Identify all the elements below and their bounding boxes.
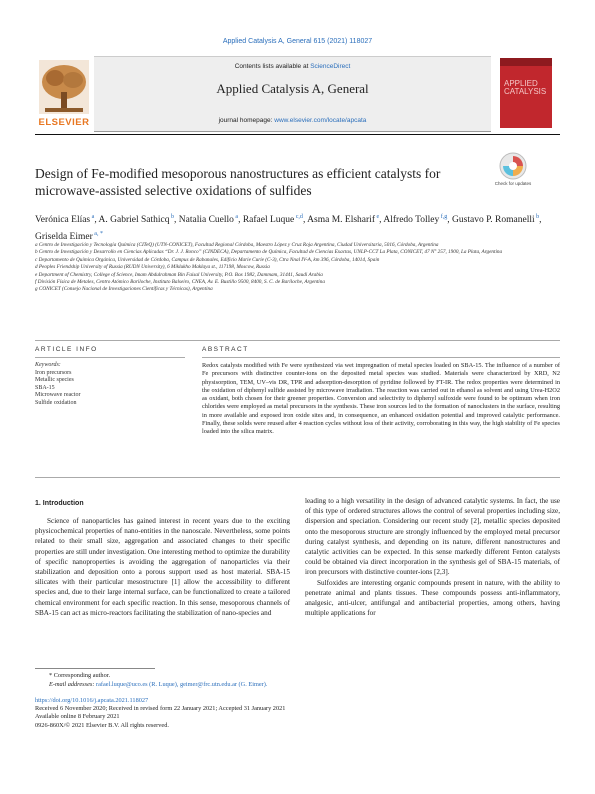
contents-prefix: Contents lists available at (234, 63, 311, 70)
author-name[interactable]: Griselda Eimer (35, 232, 93, 243)
author-affiliation-marker[interactable]: e (374, 214, 380, 220)
affiliation-item: g CONICET (Consejo Nacional de Investigaciones Científicas y Técnicas), Argentina (35, 286, 213, 293)
sciencedirect-link[interactable]: ScienceDirect (310, 63, 351, 70)
author-name[interactable]: Asma M. Elsharif (307, 215, 375, 226)
keyword-item: Sulfide oxidation (35, 399, 77, 406)
header-rule (35, 134, 560, 135)
intro-paragraph-sulfoxides: Sulfoxides are interesting organic compounds present in nature, with the ability to penetrate animal and plants tissues. These compounds possess anti-inflammatory, analgesic, anti-ulcer, antifungal and antibacterial properties, among others, having multiple applications for (305, 578, 560, 618)
affiliation-item: f División Física de Metales, Centro Atómico Bariloche, Instituto Balseiro, CNEA, Av. E. Bustillo 9500, 8400, S. C. de Bariloche, Argentina (35, 279, 325, 286)
abstract-heading: ABSTRACT (202, 346, 249, 353)
journal-reference[interactable]: Applied Catalysis A, General 615 (2021) 118027 (222, 38, 373, 45)
affiliation-list (35, 242, 560, 294)
keywords-list (35, 370, 185, 408)
email-addresses[interactable]: rafael.luque@uco.es (R. Luque), geimer@frc.utn.edu.ar (G. Eimer). (96, 680, 268, 688)
affiliation-item: a Centro de Investigación y Tecnología Química (CITeQ) (UTN-CONICET), Facultad Regional Córdoba, Maestro López y Cruz Roja Argentina, Ciudad Universitaria, 5016, Córdoba, Argentina (35, 242, 439, 248)
keywords-label: Keywords: (35, 362, 61, 368)
keyword-item: SBA-15 (35, 384, 55, 391)
keywords-block (35, 362, 185, 408)
author-name[interactable]: A. Gabriel Sathicq (98, 215, 170, 226)
affiliation-item: b Centro de Investigación y Desarrollo en Ciencias Aplicadas “Dr. J. J. Ronco” (CINDECA), Departamento de Química, Facultad de Ciencias Exactas, UNLP-CCT La Plata, CONICET, 47 N° 257, 1900, La Plata, Argentina (35, 249, 503, 256)
doi-link[interactable]: https://doi.org/10.1016/j.apcata.2021.118027 (35, 697, 149, 704)
article-info-heading: ARTICLE INFO (35, 346, 98, 353)
intro-paragraph-continued: leading to a high versatility in the design of advanced catalytic systems. In fact, the use of this type of ordered structures allows the control of several properties including size, dispersion and speciation. Considering our recent study [2], metallic species deposited onto the mesoporous structure are strongly influenced by the employed metal precursor during catalyst synthesis, and depending on its nature, different nanostructures and catalytic activities can be expected. In this sense markedly different Fenton catalysts could be obtained via direct incorporation in the synthesis gel of SBA-15 materials, of iron precursors with distinctive counter-ions [2,3]. (305, 497, 560, 577)
abstract-text: Redox catalysts modified with Fe were synthesized via wet impregnation of metal species loaded on SBA-15. The influence of a number of Fe precursors with distinctive counter-ions on the deposited metal species was studied. Materials were characterized by XRD, N2 physisorption, TEM, UV–vis DR, TPR and adsorption-desorption of pyridine followed by FT-IR. The redox properties were determined in the oxidation of diphenyl sulfide assisted by microwave irradiation. The reaction was carried out in ethanol as solvent and using Urea-H2O2 as oxidant, both chosen for their greener properties. Conversion and selectivity to diphenyl sulfoxide were found to be optimum when iron chlorides were employed as metal precursors in the synthesis. These iron sources led to the formation of nanoclusters in the surface, resulting in more available and exposed iron oxide sites and, in consequence, an enhanced oxidation potential and improved catalytic performance. Finally, these solids were reused after 4 reaction cycles without loss of their activity, corroborating in this way, the high stability of Fe species loaded into the silica matrix. (202, 362, 560, 436)
homepage-line (94, 117, 491, 124)
introduction-heading: 1. Introduction (35, 500, 84, 507)
keyword-item: Iron precursors (35, 369, 72, 376)
author-list: Verónica Elías $^a$, A. Gabriel Sathicq $^b$, Natalia Cuello $^a$, Rafael Luque $^{c,d}$, Asma M. Elsharif $^e$, Alfredo Tolley $^{f,g}$, Gustavo P. Romanelli $^b$, Griselda Eimer $^{a, *}$ (35, 214, 542, 243)
introduction-right-column (305, 496, 560, 618)
email-line (35, 681, 560, 690)
journal-title: Applied Catalysis A, General (216, 81, 369, 96)
corresponding-author-note: * Corresponding author. (49, 672, 111, 679)
journal-header-box (94, 56, 491, 132)
contents-line (94, 63, 491, 70)
article-title: Design of Fe-modified mesoporous nanostructures as efficient catalysts for microwave-assisted selective oxidations of sulfides (35, 166, 441, 198)
author-name[interactable]: Verónica Elías (35, 215, 91, 226)
cover-title: APPLIED CATALYSIS (504, 79, 547, 96)
received-dates: Received 6 November 2020; Received in revised form 22 January 2021; Accepted 31 January 2021 (35, 705, 286, 713)
homepage-prefix: journal homepage: (218, 117, 275, 124)
affiliation-item: e Department of Chemistry, College of Science, Imam Abdulrahman Bin Faisal University, P.O. Box 1982, Dammam, 31441, Saudi Arabia (35, 271, 323, 278)
copyright: 0926-860X/© 2021 Elsevier B.V. All rights reserved. (35, 721, 169, 729)
check-for-updates-label[interactable]: Check for updates (494, 181, 532, 186)
affiliation-item: d Peoples Friendship University of Russia (RUDN University), 6 Miklukho Maklaya st., 117198, Moscow, Russia (35, 264, 270, 271)
author-name[interactable]: Rafael Luque (242, 215, 295, 226)
article-info-rule (35, 357, 185, 358)
author-name[interactable]: Alfredo Tolley (383, 215, 440, 226)
author-name[interactable]: Natalia Cuello (178, 215, 234, 226)
publisher-wordmark: ELSEVIER (38, 117, 90, 128)
author-affiliation-marker[interactable]: b (534, 214, 540, 220)
author-name[interactable]: Gustavo P. Romanelli (452, 215, 535, 226)
footnote (35, 672, 560, 689)
author-affiliation-marker[interactable]: f,g (439, 214, 448, 220)
abstract-end-rule (35, 477, 560, 478)
email-label: E-mail addresses: (49, 680, 95, 688)
author-affiliation-marker[interactable]: a (233, 214, 239, 220)
affiliations-rule (35, 340, 560, 341)
check-for-updates-icon[interactable] (498, 151, 528, 181)
keyword-item: Microwave reactor (35, 392, 81, 399)
author-affiliation-marker[interactable]: a (90, 214, 95, 220)
introduction-left-column: Science of nanoparticles has gained interest in recent years due to the exciting physicochemical properties of nano-entities in the nanoscale. Nevertheless, some points related to their small size, aggregation and associated changes to their specific properties are still under investigation. One interesting method to optimize the durability of specific nanoproperties is avoiding the aggregation of nanoparticles via their stabilization and deposition onto a porous support used as host material. SBA-15 silicates with their particular mesostructure [1] allow the accessibility to different species and, due to their large internal surface, can be functionalized to create a tailored chemical environment for each specific reaction. In this sense, mesoporous channels of SBA-15 can act as micro-reactors facilitating the stabilization of nano-species and (35, 517, 290, 617)
author-affiliation-marker[interactable]: c,d (294, 214, 303, 220)
available-online: Available online 8 February 2021 (35, 713, 120, 721)
author-affiliation-marker[interactable]: b (169, 214, 175, 220)
author-affiliation-marker[interactable]: a, * (92, 231, 103, 238)
homepage-link[interactable]: www.elsevier.com/locate/apcata (274, 117, 367, 124)
affiliation-item: c Departamento de Química Orgánica, Universidad de Córdoba, Campus de Rabanales, Edificio Marie Curie (C-3), Ctra Nnal IV-A, km 396, Córdoba, 14014, Spain (35, 256, 380, 263)
footnote-rule (35, 668, 155, 669)
abstract-rule (202, 357, 560, 358)
keyword-item: Metallic species (35, 377, 74, 384)
cover-stripe (500, 58, 552, 66)
publication-info (35, 697, 560, 730)
